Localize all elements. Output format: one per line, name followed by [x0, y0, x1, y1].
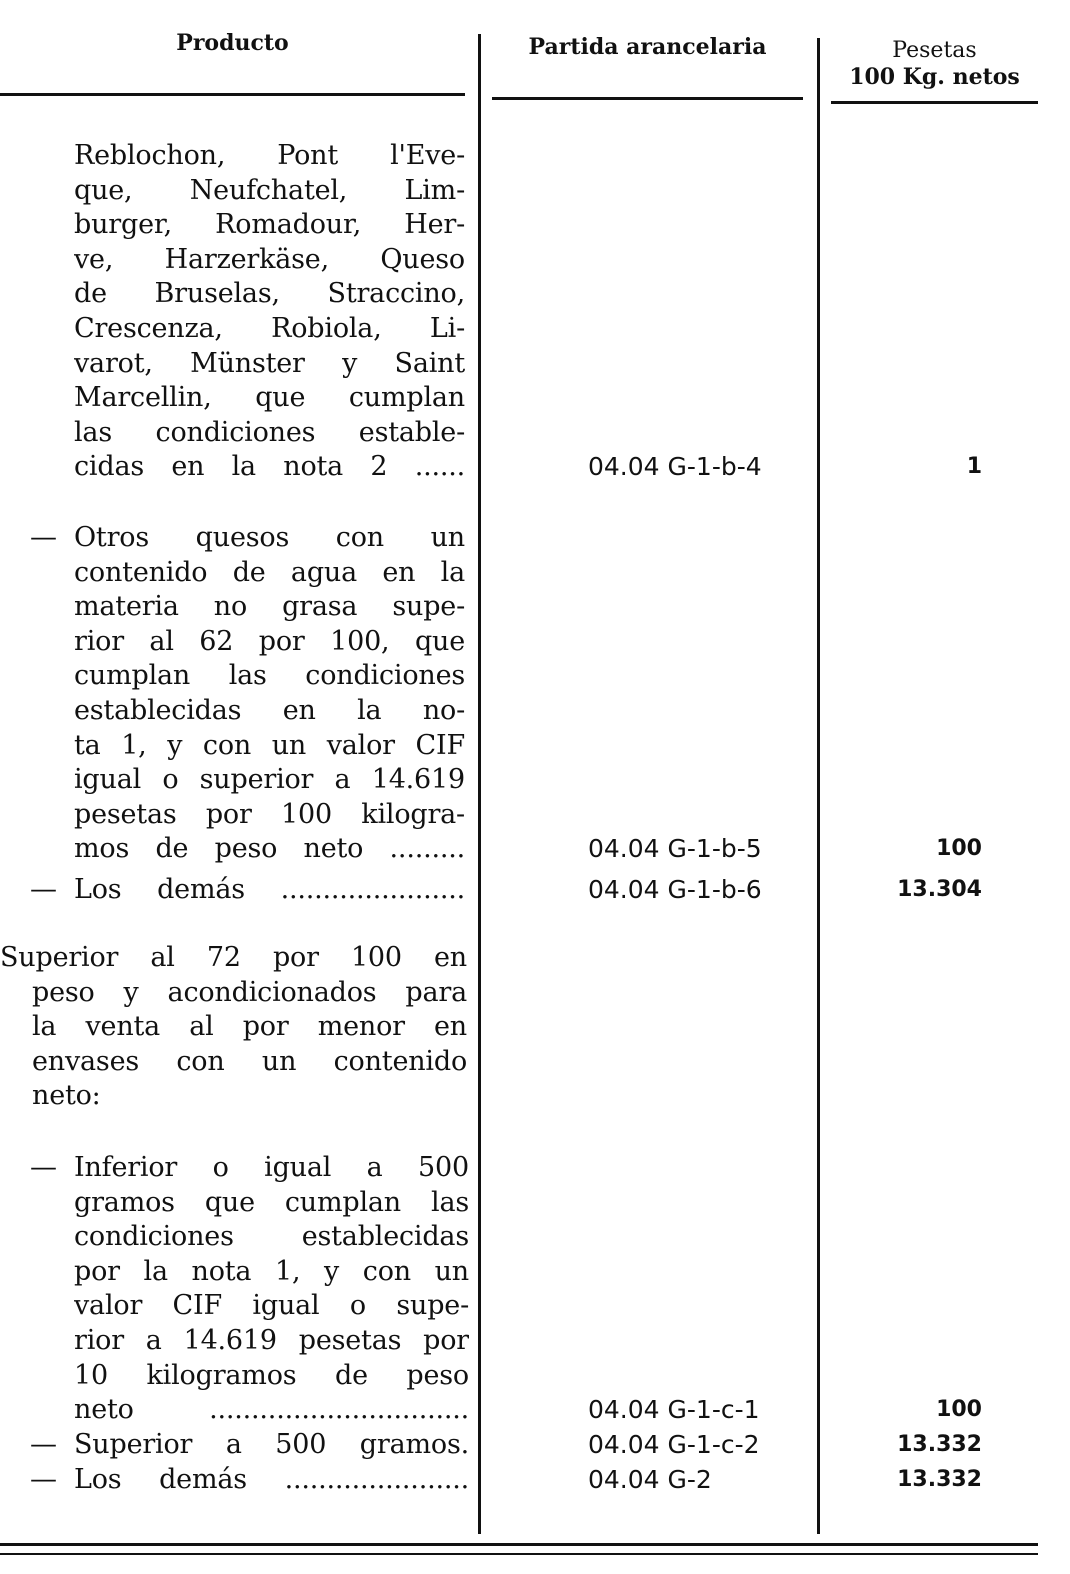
description-line: materia no grasa supe-: [74, 591, 465, 623]
description-line: neto ...............................: [74, 1394, 469, 1426]
description-line: de Bruselas, Straccino,: [74, 278, 465, 310]
description-line: cumplan las condiciones: [74, 660, 465, 692]
description-line: Marcellin, que cumplan: [74, 382, 465, 414]
description-line: Superior a 500 gramos.: [74, 1429, 469, 1460]
description-line: rior al 62 por 100, que: [74, 625, 465, 657]
header-pesetas-line2: 100 Kg. netos: [849, 64, 1020, 90]
description-line: pesetas por 100 kilogra-: [74, 798, 465, 830]
product-description: [0, 941, 467, 1114]
product-description: [74, 1151, 469, 1428]
product-description: [74, 873, 465, 908]
pesetas-value: 100: [936, 836, 982, 862]
description-line: ve, Harzerkäse, Queso: [74, 243, 465, 275]
pesetas-value: 13.304: [897, 877, 982, 902]
description-line: las condiciones estable-: [74, 416, 465, 448]
product-description: [74, 521, 465, 867]
pesetas-value: 100: [936, 1397, 982, 1423]
description-line: contenido de agua en la: [74, 556, 465, 588]
description-line: la venta al por menor en: [32, 1011, 467, 1043]
header-pesetas: [831, 38, 1038, 90]
header-underline-2: [492, 97, 803, 100]
tariff-code: 04.04 G-2: [588, 1465, 712, 1494]
description-line: rior a 14.619 pesetas por: [74, 1324, 469, 1356]
description-line: varot, Münster y Saint: [74, 347, 465, 379]
em-dash-bullet: —: [30, 1464, 57, 1495]
tariff-code: 04.04 G-1-c-1: [588, 1395, 760, 1425]
tariff-code: 04.04 G-1-b-4: [588, 452, 762, 482]
description-line: valor CIF igual o supe-: [74, 1290, 469, 1322]
em-dash-bullet: —: [30, 522, 57, 553]
description-line: condiciones establecidas: [74, 1221, 469, 1253]
description-line: burger, Romadour, Her-: [74, 209, 465, 241]
pesetas-value: 1: [966, 454, 982, 480]
description-line: Inferior o igual a 500: [74, 1152, 469, 1183]
column-divider-2: [817, 38, 820, 1534]
pesetas-value: 13.332: [897, 1432, 982, 1457]
em-dash-bullet: —: [30, 1152, 57, 1183]
description-line: Superior al 72 por 100 en: [0, 942, 467, 973]
description-line: establecidas en la no-: [74, 694, 465, 726]
description-line: cidas en la nota 2 ......: [74, 451, 465, 483]
table-bottom-rule-2: [0, 1553, 1038, 1555]
header-underline-1: [0, 93, 465, 96]
description-line: Reblochon, Pont l'Eve-: [74, 140, 465, 171]
product-description: [74, 139, 465, 485]
product-description: [74, 1428, 469, 1463]
header-partida: Partida arancelaria: [528, 34, 767, 60]
header-producto: Producto: [176, 30, 289, 56]
description-line: Otros quesos con un: [74, 522, 465, 553]
product-description: [74, 1463, 469, 1498]
description-line: mos de peso neto .........: [74, 833, 465, 865]
description-line: igual o superior a 14.619: [74, 764, 465, 796]
header-underline-3: [831, 101, 1038, 104]
table-bottom-rule-1: [0, 1543, 1038, 1546]
description-line: Los demás ......................: [74, 874, 465, 905]
tariff-code: 04.04 G-1-b-5: [588, 834, 762, 864]
em-dash-bullet: —: [30, 1429, 57, 1460]
tariff-code: 04.04 G-1-c-2: [588, 1430, 760, 1459]
pesetas-value: 13.332: [897, 1467, 982, 1492]
column-divider-1: [478, 34, 481, 1534]
description-line: por la nota 1, y con un: [74, 1255, 469, 1287]
description-line: Crescenza, Robiola, Li-: [74, 312, 465, 344]
em-dash-bullet: —: [30, 874, 57, 905]
description-line: neto:: [32, 1080, 101, 1112]
tariff-code: 04.04 G-1-b-6: [588, 875, 762, 904]
header-pesetas-line1: Pesetas: [892, 38, 977, 63]
description-line: Los demás ......................: [74, 1464, 469, 1495]
description-line: que, Neufchatel, Lim-: [74, 174, 465, 206]
description-line: 10 kilogramos de peso: [74, 1359, 469, 1391]
description-line: gramos que cumplan las: [74, 1186, 469, 1218]
description-line: ta 1, y con un valor CIF: [74, 729, 465, 761]
description-line: envases con un contenido: [32, 1045, 467, 1077]
description-line: peso y acondicionados para: [32, 976, 467, 1008]
